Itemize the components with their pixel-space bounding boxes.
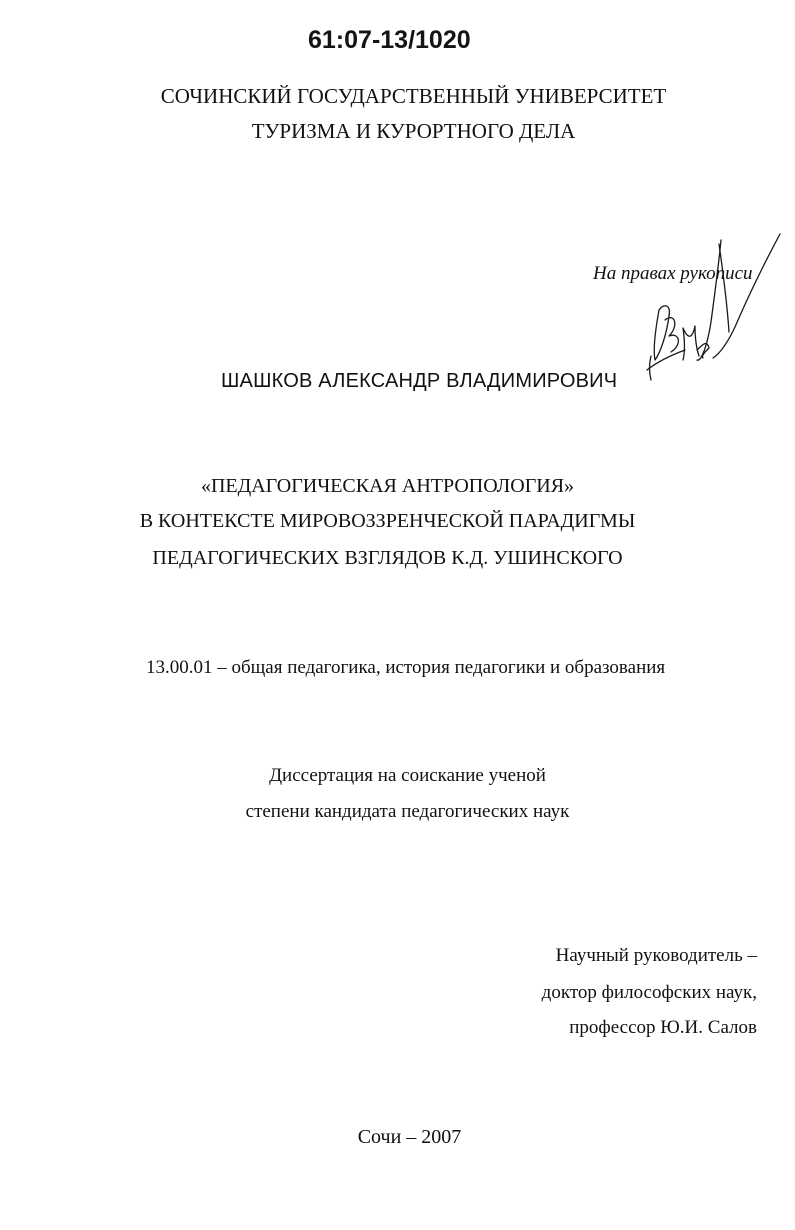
university-name-line1: СОЧИНСКИЙ ГОСУДАРСТВЕННЫЙ УНИВЕРСИТЕТ bbox=[160, 84, 667, 108]
supervisor-degree: доктор философских наук, bbox=[541, 982, 757, 1003]
archive-code: 61:07-13/1020 bbox=[308, 26, 471, 54]
university-name-line2: ТУРИЗМА И КУРОРТНОГО ДЕЛА bbox=[251, 119, 576, 143]
degree-line1: Диссертация на соискание ученой bbox=[269, 765, 546, 786]
handwritten-signature bbox=[635, 232, 785, 392]
thesis-title-line3: ПЕДАГОГИЧЕСКИХ ВЗГЛЯДОВ К.Д. УШИНСКОГО bbox=[152, 547, 623, 569]
supervisor-name: профессор Ю.И. Салов bbox=[569, 1017, 757, 1038]
place-and-year: Сочи – 2007 bbox=[357, 1126, 462, 1148]
thesis-title-line2: В КОНТЕКСТЕ МИРОВОЗЗРЕНЧЕСКОЙ ПАРАДИГМЫ bbox=[139, 510, 636, 532]
degree-line2: степени кандидата педагогических наук bbox=[245, 801, 570, 822]
author-name: ШАШКОВ АЛЕКСАНДР ВЛАДИМИРОВИЧ bbox=[221, 370, 618, 392]
manuscript-note: На правах рукописи bbox=[593, 263, 753, 284]
specialty-code: 13.00.01 – общая педагогика, история педагогики и образования bbox=[146, 657, 666, 678]
supervisor-role: Научный руководитель – bbox=[555, 945, 757, 966]
thesis-title-line1: «ПЕДАГОГИЧЕСКАЯ АНТРОПОЛОГИЯ» bbox=[200, 475, 575, 497]
